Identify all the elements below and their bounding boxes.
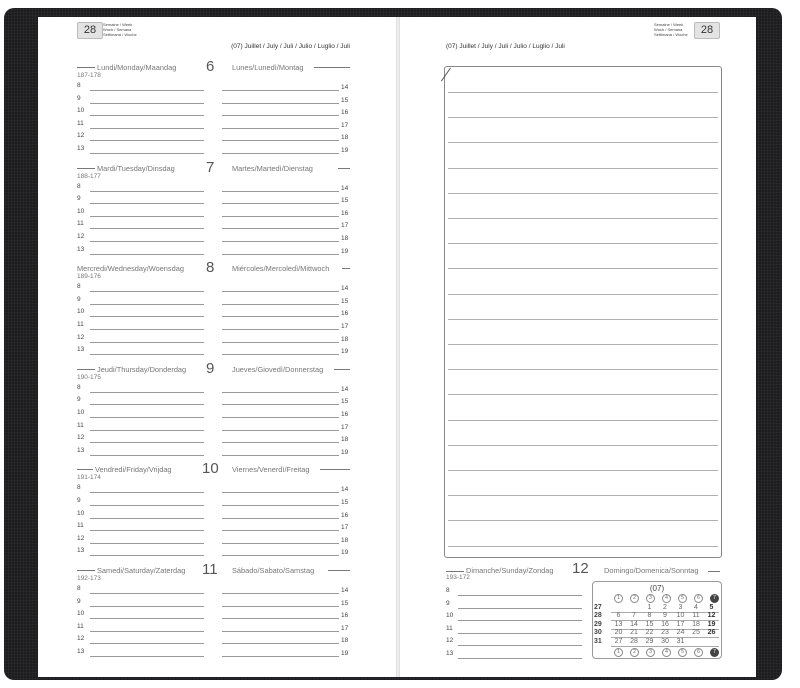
calendar-day: 27 [614, 637, 623, 645]
weekday-mark: 3 [646, 594, 655, 603]
day-header-rule [334, 369, 350, 370]
writing-line [90, 191, 204, 192]
hour-label: 9 [77, 195, 81, 203]
writing-line [222, 505, 339, 506]
calendar-day: 2 [663, 604, 667, 611]
hour-label: 11 [77, 421, 84, 429]
hour-label: 19 [341, 348, 349, 356]
hour-label: 15 [341, 297, 349, 305]
mini-calendar-title: (07) [649, 584, 665, 593]
hour-label: 10 [77, 610, 85, 618]
writing-line [222, 342, 339, 343]
hour-label: 19 [341, 448, 349, 456]
day-header-rule [77, 369, 95, 370]
hour-label: 13 [77, 547, 85, 555]
writing-line [458, 645, 582, 646]
calendar-day: 12 [707, 612, 716, 620]
writing-line [222, 103, 339, 104]
hour-label: 15 [341, 96, 349, 104]
weekday-mark: 5 [678, 648, 687, 657]
day-header-rule [77, 67, 95, 68]
calendar-day: 10 [676, 612, 685, 620]
day-of-year: 192-173 [77, 575, 101, 582]
hour-label: 14 [341, 587, 349, 594]
note-line [448, 142, 718, 143]
writing-line [222, 606, 339, 607]
hour-label: 10 [77, 207, 85, 215]
writing-line [90, 128, 204, 129]
writing-line [90, 430, 204, 431]
note-line [448, 546, 718, 547]
week-number: 31 [594, 637, 602, 645]
week-number: 29 [594, 620, 602, 628]
hour-label: 18 [341, 536, 349, 544]
note-line [448, 369, 718, 370]
weekday-mark: 7 [710, 648, 719, 657]
day-name-left: Mercredi/Wednesday/Woensdag [77, 264, 184, 274]
day-header-rule [77, 469, 93, 470]
hour-label: 9 [77, 597, 81, 605]
writing-line [458, 658, 582, 659]
writing-line [222, 593, 339, 594]
writing-line [222, 455, 339, 456]
note-line [448, 344, 718, 345]
writing-line [90, 555, 204, 556]
mini-calendar [592, 581, 722, 659]
calendar-day: 13 [614, 620, 623, 628]
writing-line [222, 631, 339, 632]
day-name-right: Lunes/Lunedì/Montag [232, 63, 304, 72]
calendar-day: 4 [694, 604, 698, 611]
day-name-right: Sábado/Sabato/Samstag [232, 566, 315, 575]
sunday-day-of-year: 193-172 [446, 574, 470, 581]
hour-label: 11 [77, 119, 84, 127]
writing-line [90, 103, 204, 104]
week-label: Semaine / Week Woch / Semana Settimana / Woche [103, 22, 137, 37]
writing-line [90, 90, 204, 91]
day-name-left: Vendredi/Friday/Vrijdag [95, 465, 172, 475]
calendar-day: 25 [692, 629, 700, 637]
day-header-rule [320, 469, 350, 470]
hour-label: 8 [77, 484, 81, 492]
note-line [448, 520, 718, 521]
hour-label: 8 [77, 383, 81, 391]
weekday-mark: 6 [694, 648, 703, 657]
day-number: 10 [202, 460, 219, 478]
hour-label: 12 [77, 132, 85, 140]
note-line [448, 319, 718, 320]
writing-line [222, 291, 339, 292]
writing-line [222, 618, 339, 619]
writing-line [458, 620, 582, 621]
day-name-right: Miércoles/Mercoledì/Mittwoch [232, 264, 330, 274]
note-line [448, 294, 718, 295]
writing-line [458, 595, 582, 596]
writing-line [90, 228, 204, 229]
hour-label: 17 [341, 323, 349, 330]
hour-label: 12 [77, 333, 85, 341]
hour-label: 10 [77, 308, 85, 316]
hour-label: 17 [341, 222, 349, 230]
hour-label: 16 [341, 310, 349, 318]
day-header-rule [328, 570, 350, 571]
writing-line [222, 492, 339, 493]
note-line [448, 92, 718, 93]
calendar-row-rule [611, 646, 719, 647]
sunday-number: 12 [572, 560, 589, 577]
writing-line [90, 505, 204, 506]
note-line [448, 420, 718, 421]
week-label-right: Semaine / Week Woch / Semana Settimana / Woche [654, 22, 688, 37]
day-header-rule [708, 571, 720, 572]
writing-line [222, 518, 339, 519]
hour-label: 13 [77, 145, 85, 152]
weekday-mark: 7 [710, 594, 719, 603]
hour-label: 15 [341, 499, 349, 506]
calendar-day: 26 [707, 629, 716, 637]
writing-line [90, 606, 204, 607]
sunday-name-left: Dimanche/Sunday/Zondag [466, 566, 554, 575]
writing-line [222, 404, 339, 405]
notes-box[interactable] [444, 66, 722, 558]
note-line [448, 218, 718, 219]
writing-line [222, 555, 339, 556]
calendar-day: 3 [678, 604, 683, 611]
note-line [448, 168, 718, 169]
month-header-right: (07) Juillet / July / Juli / Julio / Luglio / Juli [446, 43, 565, 50]
weekday-mark: 2 [630, 648, 639, 657]
day-number: 6 [206, 58, 215, 75]
day-number: 7 [206, 158, 215, 176]
calendar-day: 24 [676, 629, 685, 637]
writing-line [90, 342, 204, 343]
day-name-left: Lundi/Monday/Maandag [97, 63, 177, 72]
writing-line [458, 633, 582, 634]
calendar-day: 19 [707, 620, 716, 628]
hour-label: 9 [77, 396, 81, 404]
writing-line [222, 656, 339, 657]
writing-line [90, 530, 204, 531]
hour-label: 11 [446, 624, 453, 632]
hour-label: 17 [341, 524, 349, 532]
writing-line [90, 291, 204, 292]
calendar-day: 14 [630, 620, 638, 628]
writing-line [222, 228, 339, 229]
calendar-day: 29 [645, 637, 654, 645]
day-of-year: 190-175 [77, 373, 101, 381]
hour-label: 11 [77, 522, 84, 530]
writing-line [90, 354, 204, 355]
week-number: 27 [594, 604, 602, 611]
note-line [448, 445, 718, 446]
writing-line [90, 643, 204, 644]
hour-label: 17 [341, 423, 349, 431]
weekday-mark: 4 [662, 594, 671, 603]
day-header-rule [314, 67, 350, 68]
day-name-left: Mardi/Tuesday/Dinsdag [97, 163, 175, 173]
writing-line [90, 593, 204, 594]
hour-label: 13 [446, 650, 454, 657]
writing-line [222, 392, 339, 393]
writing-line [90, 618, 204, 619]
writing-line [90, 656, 204, 657]
hour-label: 18 [341, 335, 349, 343]
calendar-day: 17 [676, 620, 685, 628]
weekday-mark: 4 [662, 648, 671, 657]
hour-label: 13 [77, 245, 85, 253]
calendar-day: 20 [614, 629, 623, 637]
writing-line [222, 203, 339, 204]
hour-label: 8 [77, 283, 81, 291]
calendar-day: 6 [616, 612, 621, 620]
day-of-year: 189-176 [77, 273, 101, 281]
month-header: (07) Juillet / July / Juli / Julio / Luglio / Juli [231, 43, 350, 50]
hour-label: 16 [341, 411, 349, 418]
weekday-mark: 5 [678, 594, 687, 603]
writing-line [90, 140, 204, 141]
hour-label: 13 [77, 446, 85, 454]
hour-label: 9 [77, 497, 81, 504]
day-header-rule [77, 168, 95, 169]
writing-line [90, 543, 204, 544]
hour-label: 10 [77, 107, 85, 115]
hour-label: 15 [341, 599, 349, 607]
hour-label: 14 [341, 184, 349, 192]
writing-line [222, 90, 339, 91]
hour-label: 16 [341, 511, 349, 519]
hour-label: 12 [446, 637, 454, 645]
hour-label: 12 [77, 434, 85, 442]
hour-label: 8 [77, 585, 81, 592]
hour-label: 14 [341, 285, 349, 293]
calendar-day: 11 [692, 612, 700, 620]
writing-line [90, 518, 204, 519]
day-of-year: 187-178 [77, 72, 101, 79]
note-line [448, 268, 718, 269]
hour-label: 12 [77, 233, 85, 240]
day-header-rule [342, 268, 350, 269]
calendar-day: 22 [645, 629, 654, 637]
writing-line [222, 316, 339, 317]
writing-line [90, 492, 204, 493]
writing-line [222, 115, 339, 116]
hour-label: 9 [77, 295, 81, 303]
week-number-badge: 28 [77, 22, 103, 39]
writing-line [222, 354, 339, 355]
writing-line [222, 304, 339, 305]
hour-label: 8 [77, 182, 81, 190]
writing-line [90, 316, 204, 317]
note-line [448, 394, 718, 395]
day-name-right: Viernes/Venerdì/Freitag [232, 465, 310, 475]
writing-line [222, 417, 339, 418]
weekday-mark: 3 [646, 648, 655, 657]
hour-label: 14 [341, 486, 349, 494]
day-header-rule [446, 571, 464, 572]
calendar-day: 31 [676, 637, 685, 645]
writing-line [90, 203, 204, 204]
writing-line [90, 216, 204, 217]
day-name-right: Martes/Martedì/Dienstag [232, 163, 313, 173]
calendar-day: 23 [661, 629, 669, 637]
week-number-badge-right: 28 [694, 22, 720, 39]
writing-line [222, 191, 339, 192]
writing-line [222, 329, 339, 330]
hour-label: 18 [341, 235, 349, 242]
hour-label: 12 [77, 534, 85, 542]
hour-label: 18 [341, 637, 349, 645]
writing-line [90, 115, 204, 116]
hour-label: 19 [341, 650, 349, 657]
hour-label: 16 [341, 612, 349, 620]
hour-label: 14 [341, 84, 349, 91]
writing-line [222, 140, 339, 141]
page-spine [396, 17, 400, 677]
writing-line [90, 241, 204, 242]
hour-label: 17 [341, 624, 349, 632]
writing-line [222, 442, 339, 443]
calendar-day: 9 [663, 612, 667, 620]
calendar-day: 8 [647, 612, 652, 620]
writing-line [90, 455, 204, 456]
writing-line [90, 254, 204, 255]
hour-label: 10 [77, 409, 85, 416]
writing-line [222, 643, 339, 644]
hour-label: 19 [341, 549, 349, 557]
writing-line [458, 608, 582, 609]
day-name-right: Jueves/Giovedì/Donnerstag [232, 364, 324, 374]
hour-label: 18 [341, 134, 349, 142]
hour-label: 13 [77, 648, 85, 655]
hour-label: 10 [77, 509, 85, 517]
day-number: 11 [202, 561, 218, 578]
calendar-day: 1 [647, 604, 652, 611]
hour-label: 14 [341, 385, 349, 393]
calendar-day: 18 [692, 620, 700, 628]
week-number: 28 [594, 612, 602, 620]
note-line [448, 495, 718, 496]
calendar-day: 30 [661, 637, 669, 645]
note-line [448, 243, 718, 244]
day-header-rule [77, 570, 95, 571]
hour-label: 16 [341, 209, 349, 217]
writing-line [90, 153, 204, 154]
hour-label: 12 [77, 635, 85, 643]
hour-label: 9 [77, 94, 81, 102]
writing-line [222, 241, 339, 242]
writing-line [90, 404, 204, 405]
day-header-rule [338, 168, 350, 169]
writing-line [90, 392, 204, 393]
calendar-day: 21 [630, 629, 638, 637]
hour-label: 13 [77, 346, 85, 354]
hour-label: 15 [341, 197, 349, 205]
writing-line [222, 543, 339, 544]
writing-line [90, 417, 204, 418]
writing-line [90, 442, 204, 443]
calendar-day: 28 [630, 637, 638, 645]
hour-label: 18 [341, 436, 349, 444]
calendar-day: 15 [645, 620, 654, 628]
hour-label: 11 [77, 220, 84, 228]
day-name-left: Jeudi/Thursday/Donderdag [97, 364, 187, 374]
hour-label: 11 [77, 622, 84, 630]
hour-label: 19 [341, 147, 349, 154]
writing-line [222, 254, 339, 255]
writing-line [222, 128, 339, 129]
day-number: 8 [206, 259, 215, 277]
weekday-mark: 6 [694, 594, 703, 603]
writing-line [90, 631, 204, 632]
day-of-year: 191-174 [77, 474, 101, 482]
calendar-day: 7 [632, 612, 636, 620]
note-line [448, 193, 718, 194]
hour-label: 8 [446, 587, 450, 594]
day-name-left: Samedi/Saturday/Zaterdag [97, 566, 186, 575]
hour-label: 17 [341, 121, 349, 129]
writing-line [222, 430, 339, 431]
hour-label: 9 [446, 599, 450, 607]
calendar-day: 16 [661, 620, 669, 628]
hour-label: 11 [77, 321, 84, 328]
note-line [448, 470, 718, 471]
writing-line [90, 329, 204, 330]
hour-label: 8 [77, 82, 81, 89]
sunday-name-right: Domingo/Domenica/Sonntag [604, 566, 699, 575]
writing-line [222, 530, 339, 531]
weekday-mark: 1 [614, 594, 623, 603]
calendar-day: 5 [709, 604, 714, 611]
weekday-mark: 2 [630, 594, 639, 603]
day-of-year: 188-177 [77, 172, 101, 180]
note-line [448, 117, 718, 118]
hour-label: 10 [446, 612, 454, 620]
hour-label: 19 [341, 247, 349, 255]
hour-label: 16 [341, 109, 349, 117]
weekday-mark: 1 [614, 648, 623, 657]
writing-line [222, 216, 339, 217]
writing-line [222, 153, 339, 154]
day-number: 9 [206, 359, 215, 377]
week-number: 30 [594, 629, 602, 637]
writing-line [90, 304, 204, 305]
hour-label: 15 [341, 398, 349, 406]
